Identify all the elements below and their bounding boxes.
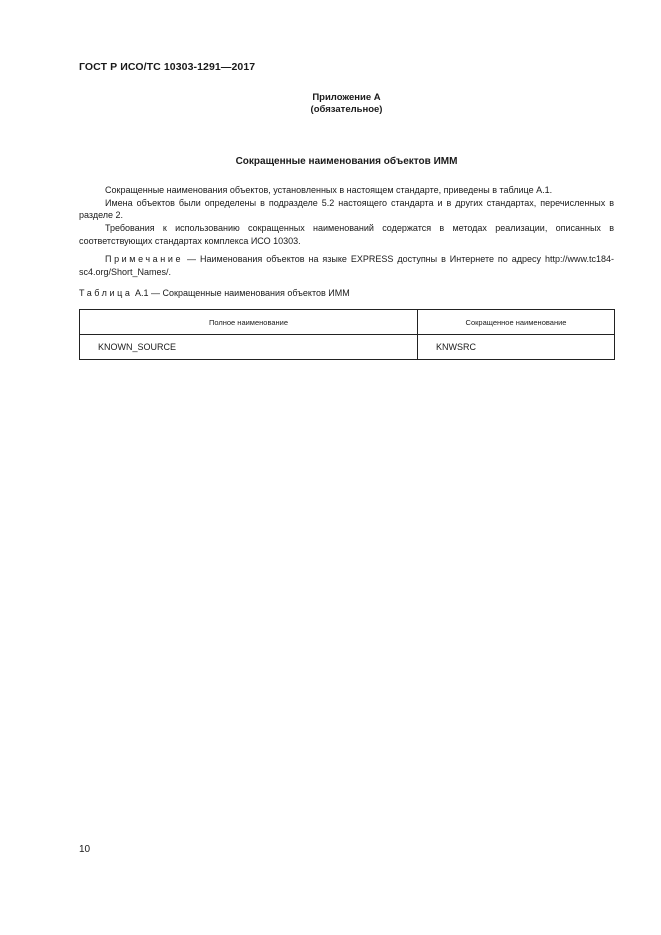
short-names-table: [79, 309, 615, 360]
table-cell-full-name: KNOWN_SOURCE: [80, 335, 418, 360]
note-text: — Наименования объектов на языке EXPRESS доступны в Интернете по адресу http://www.tc184-sc4.org/Short_Names/.: [79, 254, 614, 277]
table-header-row: [80, 310, 615, 335]
page-number: 10: [79, 844, 91, 855]
table-caption-label: Таблица: [79, 288, 133, 298]
annex-title: Приложение А: [312, 92, 381, 103]
column-header-short-name: Сокращенное наименование: [418, 310, 615, 335]
table-caption: [79, 288, 350, 298]
table-row: [80, 335, 615, 360]
table-caption-text: А.1 — Сокращенные наименования объектов ИММ: [132, 288, 350, 298]
document-id-header: ГОСТ Р ИСО/ТС 10303-1291—2017: [79, 61, 256, 73]
note-paragraph: [79, 253, 614, 278]
annex-status: (обязательное): [310, 104, 383, 115]
paragraph-1: Сокращенные наименования объектов, установленных в настоящем стандарте, приведены в таблице А.1.: [105, 185, 553, 195]
note-label: Примечание: [105, 254, 184, 264]
table-cell-short-name: KNWSRC: [418, 335, 615, 360]
paragraph-2: Имена объектов были определены в подразделе 5.2 настоящего стандарта и в других стандартах, перечисленных в разделе 2.: [79, 197, 614, 220]
section-title: Сокращенные наименования объектов ИММ: [235, 156, 458, 167]
paragraph-3: Требования к использованию сокращенных наименований содержатся в методах реализации, описанных в соответствующих стандартах комплекса ИСО 10303.: [79, 223, 614, 246]
column-header-full-name: Полное наименование: [80, 310, 418, 335]
